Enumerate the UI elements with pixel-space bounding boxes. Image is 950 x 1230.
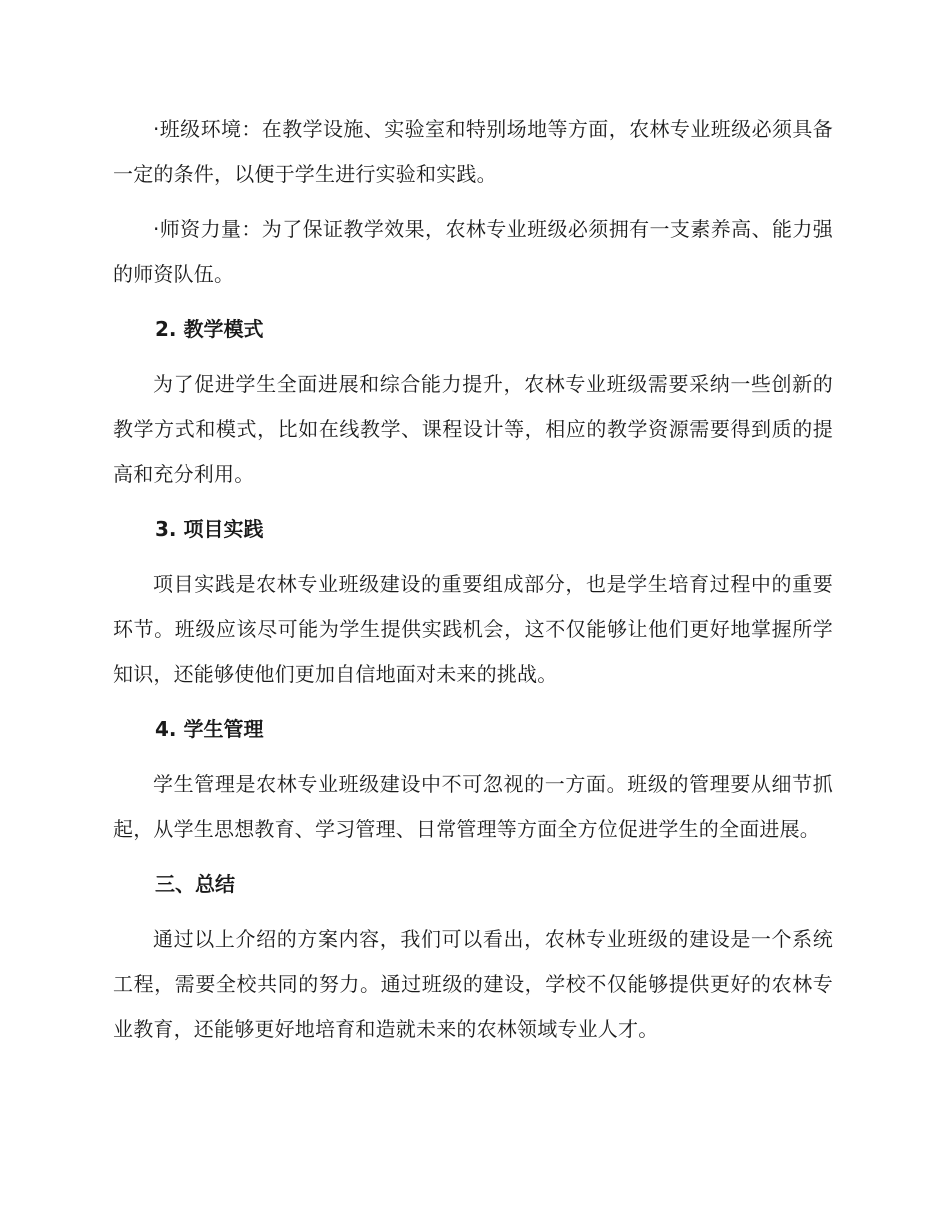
section-body-project-practice: 项目实践是农林专业班级建设的重要组成部分，也是学生培育过程中的重要环节。班级应该尽可能为学生提供实践机会，这不仅能够让他们更好地掌握所学知识，还能够使他们更加自信地面对未来的挑战。 (113, 572, 833, 686)
bullet-teaching-staff: ·师资力量：为了保证教学效果，农林专业班级必须拥有一支素养高、能力强的师资队伍。 (113, 217, 833, 286)
section-heading-summary: 三、总结 (155, 872, 235, 896)
section-body-summary: 通过以上介绍的方案内容，我们可以看出，农林专业班级的建设是一个系统工程，需要全校共同的努力。通过班级的建设，学校不仅能够提供更好的农林专业教育，还能够更好地培育和造就未来的农林领域专业人才。 (113, 927, 833, 1041)
section-heading-teaching-mode: 2. 教学模式 (155, 317, 264, 341)
section-heading-student-management: 4. 学生管理 (155, 717, 264, 741)
section-body-teaching-mode: 为了促进学生全面进展和综合能力提升，农林专业班级需要采纳一些创新的教学方式和模式，比如在线教学、课程设计等，相应的教学资源需要得到质的提高和充分利用。 (113, 372, 833, 486)
bullet-class-environment: ·班级环境：在教学设施、实验室和特别场地等方面，农林专业班级必须具备一定的条件，以便于学生进行实验和实践。 (113, 117, 833, 186)
section-heading-project-practice: 3. 项目实践 (155, 517, 264, 541)
document-page (113, 107, 833, 1062)
section-body-student-management: 学生管理是农林专业班级建设中不可忽视的一方面。班级的管理要从细节抓起，从学生思想教育、学习管理、日常管理等方面全方位促进学生的全面进展。 (113, 772, 833, 841)
